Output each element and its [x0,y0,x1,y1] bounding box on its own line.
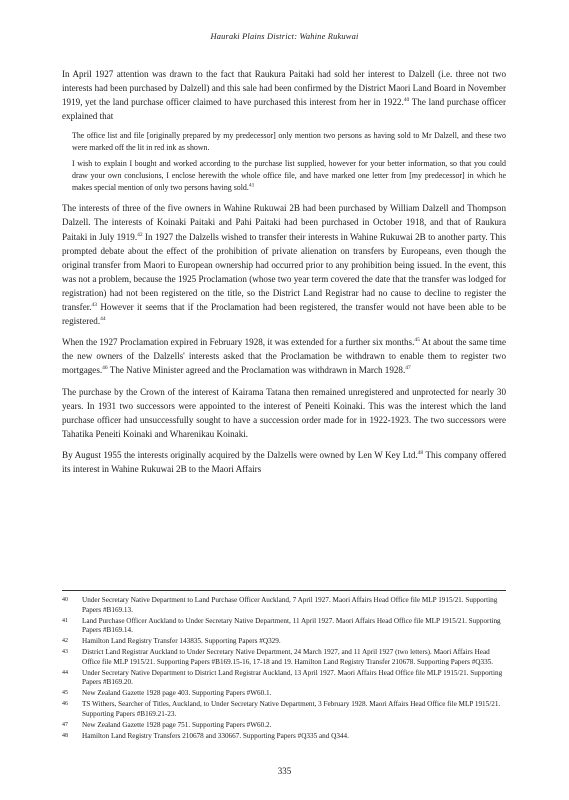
page-number: 335 [277,766,292,776]
footnote-rule [62,590,506,591]
footnote-number: 48 [62,732,68,739]
paragraph-text: The Native Minister agreed and the Proclamation was withdrawn in March 1928. [107,365,406,376]
footnote-text: Hamilton Land Registry Transfers 210678 and 330667. Supporting Papers #Q335 and Q344. [82,731,349,740]
footnote-text: District Land Registrar Auckland to Under Secretary Native Department, 24 March 1927, and 11 April 1927 (two letters). Maori Affairs Head Office file MLP 1915/21. Supporting Papers #B169.15-16, 17-18 and 19. Hamilton Land Registry Transfer 210678. Supporting Papers #Q335. [82,648,494,666]
footnote-text: New Zealand Gazette 1928 page 403. Supporting Papers #W60.1. [82,689,272,698]
footnote [62,596,506,615]
footnote-number: 45 [62,690,68,697]
paragraph [62,385,506,441]
footnote-ref[interactable]: 48 [417,449,424,456]
footnote [62,669,506,688]
footnote-ref[interactable]: 47 [405,365,411,372]
footnotes [62,596,506,743]
footnote [62,700,506,719]
paragraph-text: The interests of three of the five owners in Wahine Rukuwai 2B had been purchased by William Dalzell and Thompson Dalzell. The interests of Koinaki Paitaki and Pahi Paitaki had been purchased in October 1918, and that of Raukura Paitaki in July 1919. [62,203,506,242]
footnote-ref[interactable]: 45 [414,337,420,344]
paragraph-text: The office list and file [originally prepared by my predecessor] only mention two persons as having sold to Mr Dalzell, and these two were marked off the lit in red ink as shown. [72,131,506,153]
block-quote [72,130,506,194]
footnote-ref[interactable]: 46 [102,365,108,372]
footnote-text: New Zealand Gazette 1928 page 751. Supporting Papers #W60.2. [82,720,272,729]
paragraph [62,335,506,377]
paragraph-text: However it seems that if the Proclamation had been registered, the transfer would not have been able to be registered. [62,302,506,327]
paragraph-text: In 1927 the Dalzells wished to transfer their interests in Wahine Rukuwai 2B to another party. This prompted debate about the effect of the prohibition of private alienation on transfers by Europeans, even though the original transfer from Maori to European ownership had occurred prior to any prohibition being issued. In the event, this was not a problem, because the 1925 Proclamation (whose two year term covered the date that the transfer was lodged for registration) had not been registered on the title, so the District Land Registrar had no cause to decline to register the transfer. [62,231,506,313]
footnote-ref[interactable]: 41 [248,182,255,189]
running-head: Hauraki Plains District: Wahine Rukuwai [210,32,359,41]
paragraph-text: In April 1927 attention was drawn to the fact that Raukura Paitaki had sold her interest to Dalzell (i.e. three not two interests had been purchased by Dalzell) and this sale had been confirmed by the District Maori Land Board in November 1919, yet the land purchase officer claimed to have purchased this interest from her in 1922. [62,69,506,108]
footnote [62,648,506,667]
footnote-number: 46 [62,701,68,708]
top-paragraphs [62,67,506,123]
paragraph-text: The land purchase officer explained that [62,97,506,122]
paragraph-text: I wish to explain I bought and worked according to the purchase list supplied, however for your better information, so that you could draw your own conclusions, I enclose herewith the whole office file, and have marked one letter from [my predecessor] in which he makes special mention of only two persons having sold. [72,159,506,193]
footnote-text: Land Purchase Officer Auckland to Under Secretary Native Department, 11 April 1927. Maori Affairs Head Office file MLP 1915/21. Supporting Papers #B169.14. [82,616,501,635]
paragraph [62,201,506,328]
paragraph-text: The purchase by the Crown of the interest of Kairama Tatana then remained unregistered and unprotected for nearly 30 years. In 1931 two successors were appointed to the interest of Peneiti Koinaki. This was the interest which the land purchase officer had unsuccessfully sought to have a succession order made for in 1922-1923. The two successors were Tahatika Peneiti Koinaki and Wharenikau Koinaki. [62,386,506,439]
footnote-number: 42 [62,638,68,645]
footnote-ref[interactable]: 43 [91,302,98,308]
paragraph-text: When the 1927 Proclamation expired in February 1928, it was extended for a further six months. [62,337,415,348]
paragraph-text: By August 1955 the interests originally acquired by the Dalzells were owned by Len W Key Ltd. [62,449,418,460]
paragraph [62,67,506,123]
footnote-number: 40 [62,597,68,603]
paragraph [72,158,506,194]
paragraph [62,448,506,476]
footnote-text: TS Withers, Searcher of Titles, Auckland, to Under Secretary Native Department, 3 February 1928. Maori Affairs Head Office file MLP 1915/21. Supporting Papers #B169.21-23. [82,700,501,718]
footnote-number: 47 [62,721,68,728]
footnote-text: Under Secretary Native Department to District Land Registrar Auckland, 13 April 1927. Maori Affairs Head Office file MLP 1915/21. Supporting Papers #B169.20. [82,668,503,687]
footnote-ref[interactable]: 44 [100,316,106,323]
paragraph [72,130,506,154]
footnote [62,617,506,636]
footnote-ref[interactable]: 40 [403,97,410,104]
footnote [62,689,506,699]
paragraph-text: This company offered its interest in Wahine Rukuwai 2B to the Maori Affairs [62,449,506,474]
footnote-number: 41 [62,617,68,624]
footnote-text: Hamilton Land Registry Transfer 143835. Supporting Papers #Q329. [82,637,281,646]
footnote-ref[interactable]: 42 [137,231,143,238]
footnote-number: 44 [62,669,68,676]
footnote [62,721,506,731]
footnote-number: 43 [62,649,68,656]
paragraph-text: At about the same time the new owners of the Dalzells' interests asked that the Proclamation be withdrawn to enable them to register two mortgages. [62,337,506,376]
footnote [62,732,506,742]
body-text [62,67,506,483]
footnote [62,637,506,647]
bottom-paragraphs [62,201,506,476]
footnote-text: Under Secretary Native Department to Land Purchase Officer Auckland, 7 April 1927. Maori Affairs Head Office file MLP 1915/21. Supporting Papers #B169.13. [82,596,498,614]
